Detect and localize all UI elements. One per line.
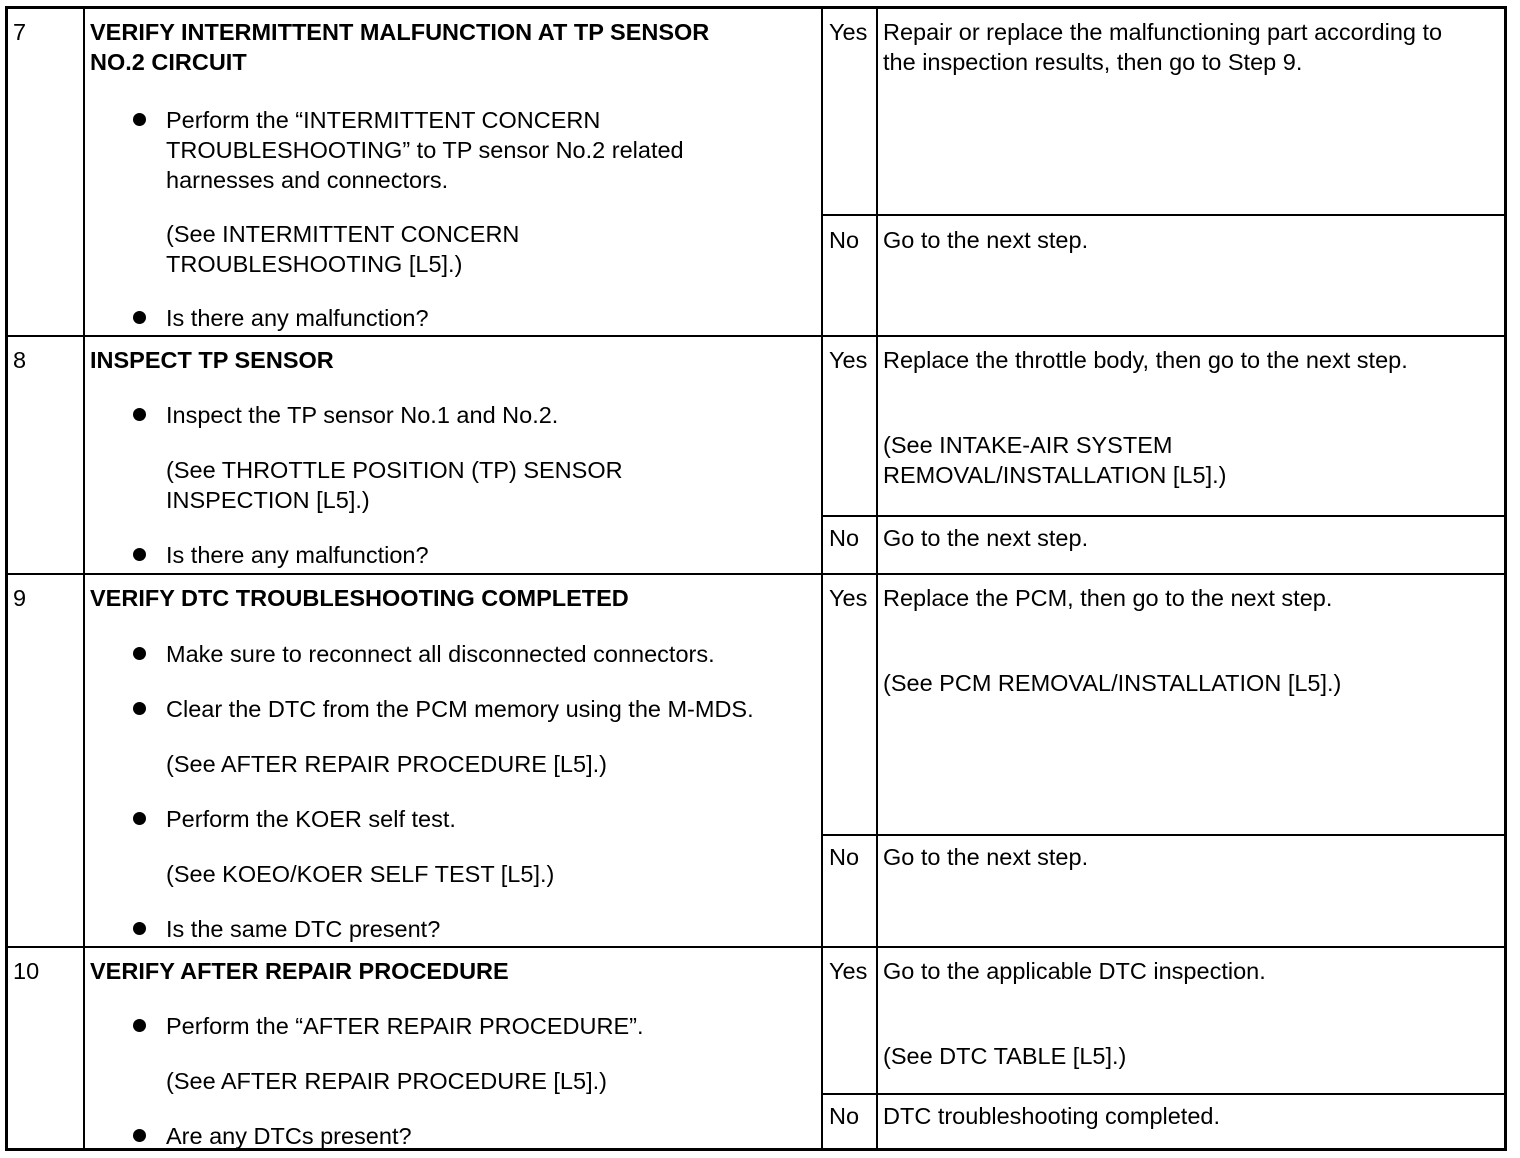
yes-action-text: Repair or replace the malfunctioning part according to [883,19,1443,45]
step-number-cell [8,9,85,335]
bullet-icon [133,812,146,825]
action-cell [878,948,1504,1148]
step-title: VERIFY INTERMITTENT MALFUNCTION AT TP SENSOR [90,19,710,45]
reference-note: (See AFTER REPAIR PROCEDURE [L5].) [166,1068,607,1094]
action-cell [878,9,1504,335]
result-cell [823,948,878,1148]
yes-no-divider [823,214,1504,216]
bullet-icon [133,1129,146,1142]
yes-action-text: Go to the applicable DTC inspection. [883,958,1266,984]
yes-no-divider [823,834,1504,836]
inspection-cell [85,9,823,335]
reference-note: (See KOEO/KOER SELF TEST [L5].) [166,861,555,887]
step-number: 10 [13,958,40,984]
yes-label: Yes [829,585,868,611]
step-title: NO.2 CIRCUIT [90,49,247,75]
inspection-item: Make sure to reconnect all disconnected connectors. [166,641,715,667]
step-number-cell [8,575,85,946]
inspection-item: Inspect the TP sensor No.1 and No.2. [166,402,559,428]
step-number: 9 [13,585,27,611]
inspection-item: Are any DTCs present? [166,1123,412,1149]
bullet-icon [133,702,146,715]
yes-no-divider [823,1093,1504,1095]
yes-label: Yes [829,19,868,45]
yes-action-text: (See DTC TABLE [L5].) [883,1043,1127,1069]
step-number: 8 [13,347,27,373]
step-number-cell [8,948,85,1148]
yes-action-text: (See INTAKE-AIR SYSTEM [883,432,1173,458]
reference-note: (See AFTER REPAIR PROCEDURE [L5].) [166,751,607,777]
reference-note: TROUBLESHOOTING [L5].) [166,251,463,277]
inspection-item: Clear the DTC from the PCM memory using the M-MDS. [166,696,754,722]
bullet-icon [133,113,146,126]
inspection-cell [85,575,823,946]
step-number: 7 [13,19,27,45]
no-action-text: Go to the next step. [883,525,1089,551]
no-action-text: DTC troubleshooting completed. [883,1103,1221,1129]
reference-note: INSPECTION [L5].) [166,487,370,513]
step-title: INSPECT TP SENSOR [90,347,334,373]
reference-note: (See INTERMITTENT CONCERN [166,221,520,247]
step-row-9 [8,573,1504,946]
result-cell [823,337,878,573]
step-row-10 [8,946,1504,1148]
inspection-item: Perform the “AFTER REPAIR PROCEDURE”. [166,1013,644,1039]
bullet-icon [133,311,146,324]
inspection-item: Is there any malfunction? [166,305,429,331]
no-label: No [829,525,860,551]
yes-label: Yes [829,347,868,373]
result-cell [823,9,878,335]
bullet-icon [133,548,146,561]
action-cell [878,575,1504,946]
yes-action-text: REMOVAL/INSTALLATION [L5].) [883,462,1227,488]
bullet-icon [133,1019,146,1032]
yes-action-text: Replace the PCM, then go to the next step. [883,585,1333,611]
inspection-item: Is the same DTC present? [166,916,441,942]
step-row-7 [8,9,1504,335]
step-title: VERIFY AFTER REPAIR PROCEDURE [90,958,509,984]
bullet-icon [133,647,146,660]
inspection-item: harnesses and connectors. [166,167,449,193]
no-label: No [829,227,860,253]
inspection-item: Perform the KOER self test. [166,806,456,832]
no-label: No [829,1103,860,1129]
inspection-cell [85,948,823,1148]
yes-action-text: the inspection results, then go to Step 9. [883,49,1303,75]
inspection-item: Is there any malfunction? [166,542,429,568]
reference-note: (See THROTTLE POSITION (TP) SENSOR [166,457,623,483]
action-cell [878,337,1504,573]
step-row-8 [8,335,1504,573]
yes-action-text: Replace the throttle body, then go to the next step. [883,347,1408,373]
no-action-text: Go to the next step. [883,227,1089,253]
troubleshooting-table [5,6,1507,1151]
yes-label: Yes [829,958,868,984]
yes-no-divider [823,515,1504,517]
bullet-icon [133,922,146,935]
inspection-item: Perform the “INTERMITTENT CONCERN [166,107,601,133]
result-cell [823,575,878,946]
step-number-cell [8,337,85,573]
yes-action-text: (See PCM REMOVAL/INSTALLATION [L5].) [883,670,1342,696]
no-label: No [829,844,860,870]
inspection-item: TROUBLESHOOTING” to TP sensor No.2 related [166,137,684,163]
step-title: VERIFY DTC TROUBLESHOOTING COMPLETED [90,585,629,611]
no-action-text: Go to the next step. [883,844,1089,870]
bullet-icon [133,408,146,421]
inspection-cell [85,337,823,573]
